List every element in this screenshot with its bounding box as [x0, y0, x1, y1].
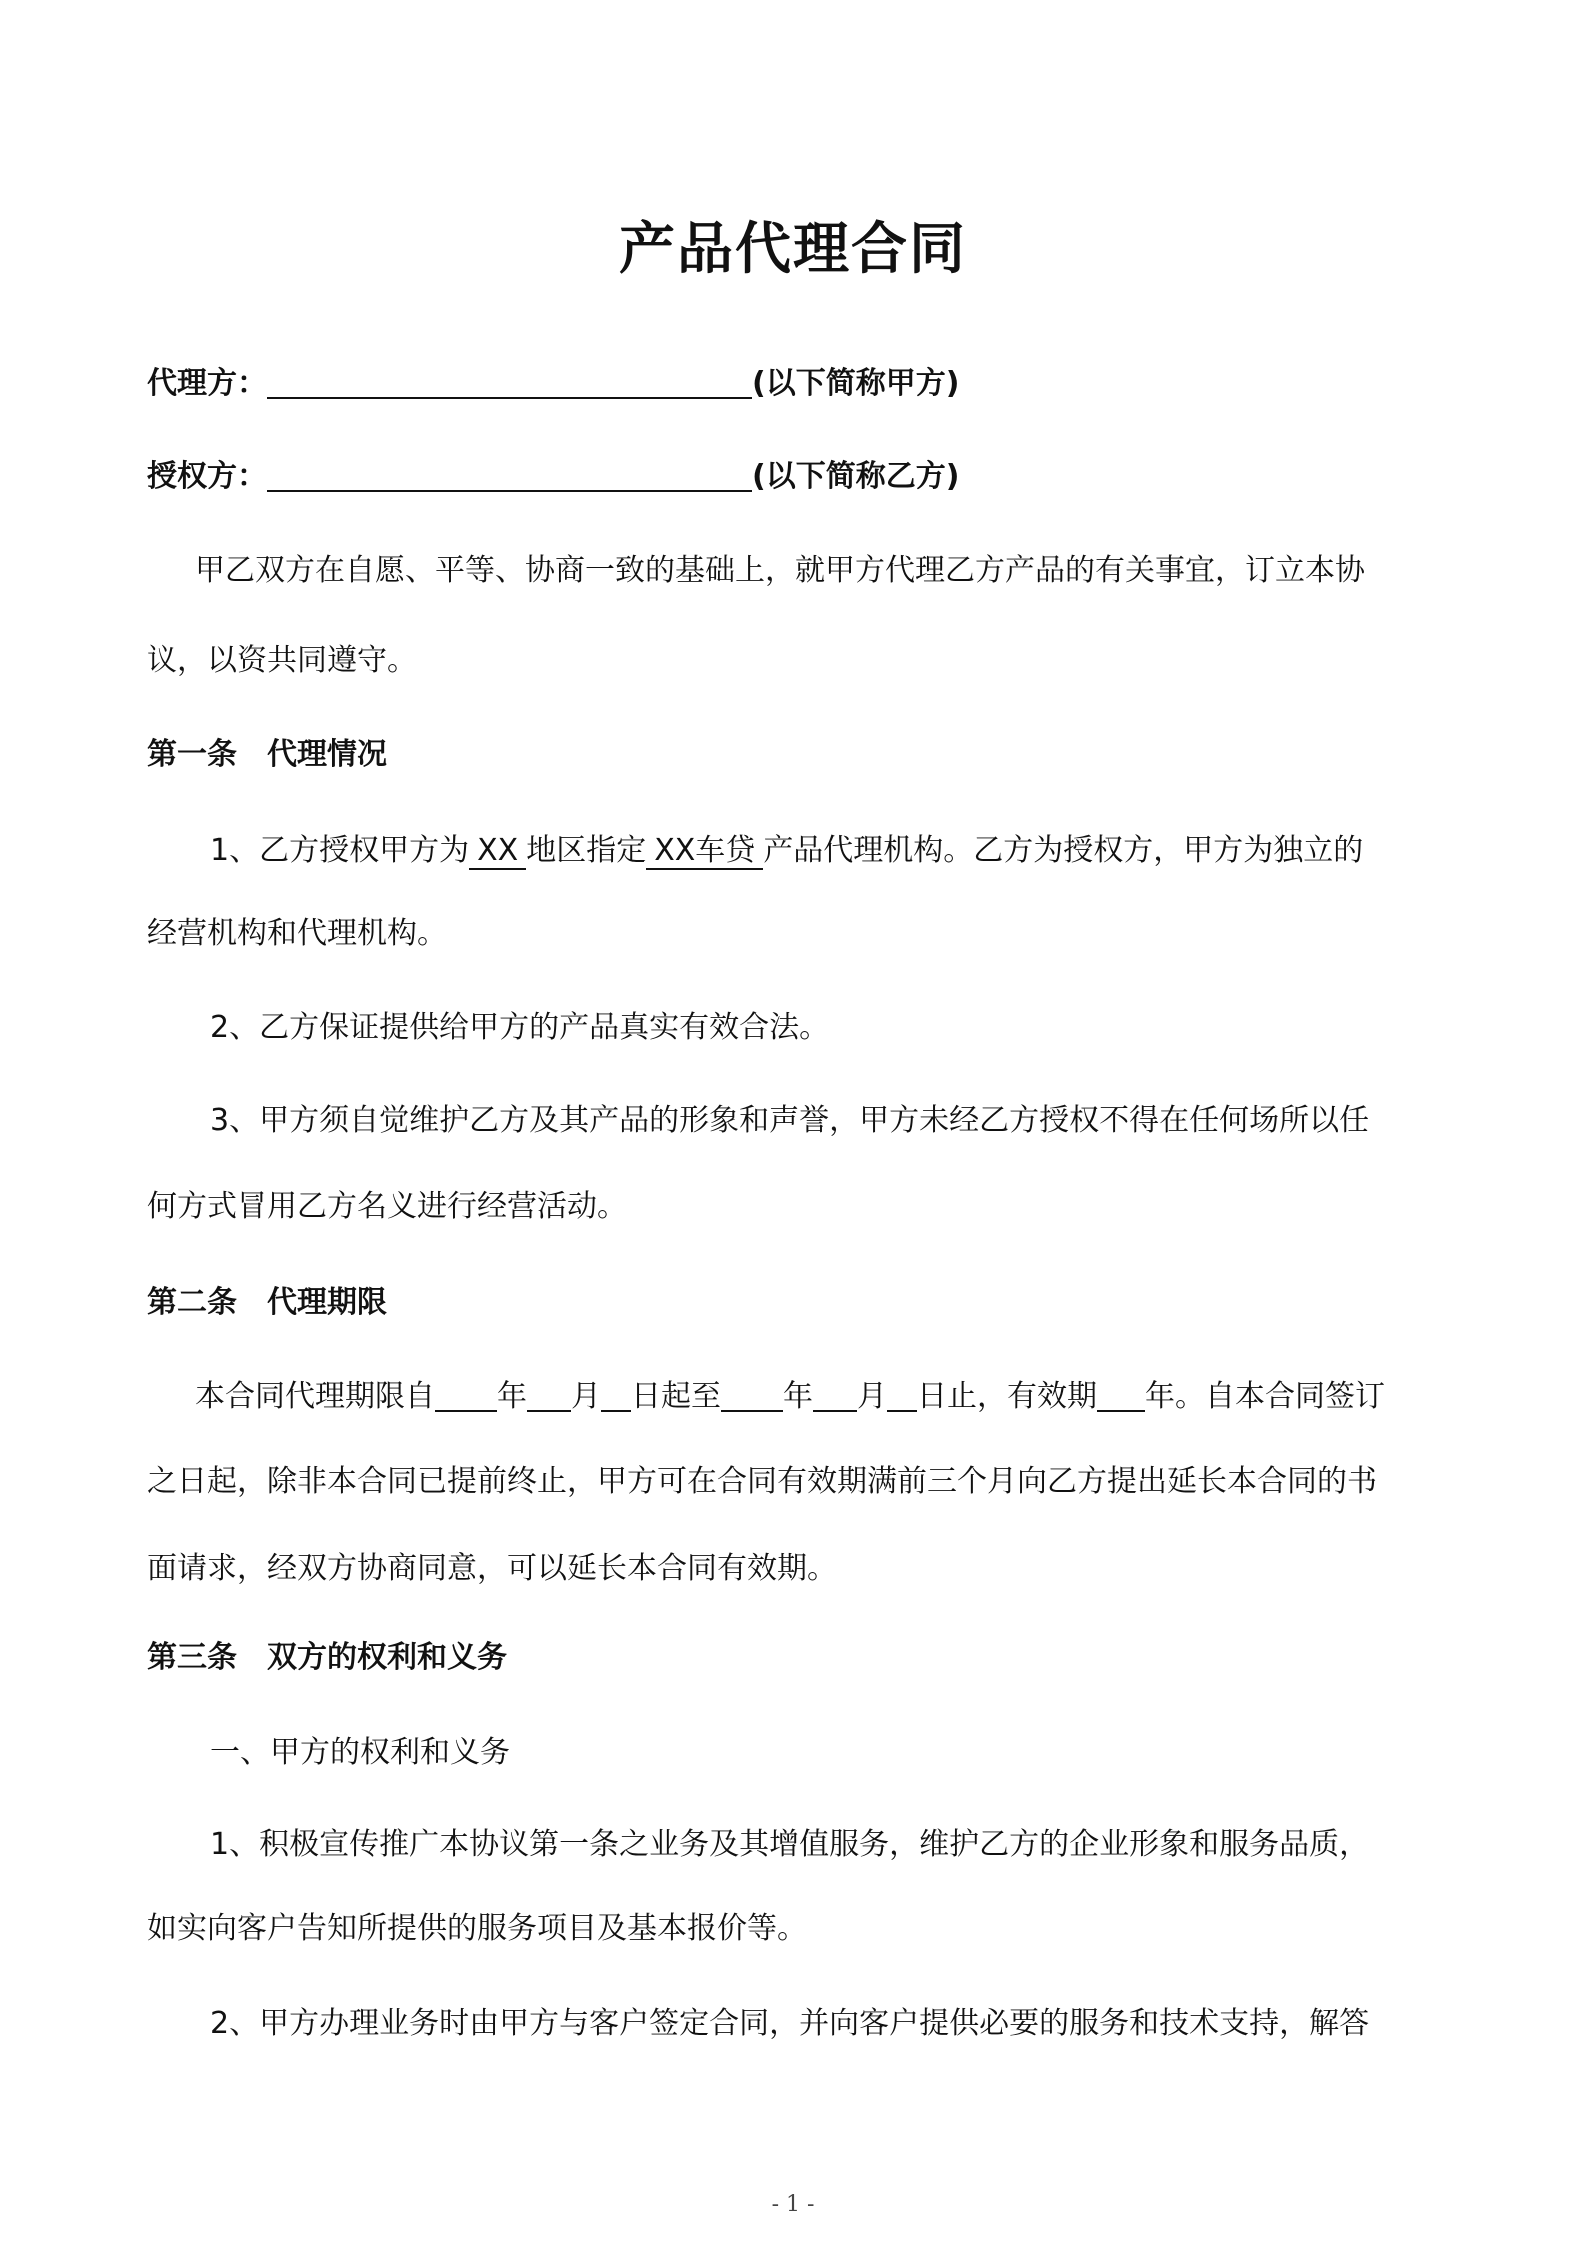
- article-1-item-1-text-b: 地区指定: [526, 833, 647, 868]
- article-1-title: 代理情况: [267, 737, 387, 772]
- article-1-item-1-line-2: 经营机构和代理机构。: [147, 916, 447, 951]
- validity-years-blank[interactable]: [1097, 1378, 1145, 1412]
- document-title: 产品代理合同: [619, 217, 967, 282]
- article-2-line-1: [195, 1377, 1495, 1417]
- article-3-item-1-line-1: 1、积极宣传推广本协议第一条之业务及其增值服务，维护乙方的企业形象和服务品质，: [210, 1827, 1370, 1862]
- intro-line-2: 议，以资共同遵守。: [147, 643, 417, 678]
- term-month-1: 月: [571, 1379, 601, 1414]
- article-2-line-2: 之日起，除非本合同已提前终止，甲方可在合同有效期满前三个月向乙方提出延长本合同的书: [147, 1464, 1377, 1499]
- article-2-number: 第二条: [147, 1285, 237, 1320]
- agent-name-blank[interactable]: [267, 365, 752, 399]
- article-1-heading: [147, 735, 1447, 775]
- start-month-blank[interactable]: [527, 1378, 571, 1412]
- term-month-2: 月: [857, 1379, 887, 1414]
- agent-label: 代理方：: [147, 366, 267, 401]
- term-year-2: 年: [783, 1379, 813, 1414]
- region-field[interactable]: XX: [469, 834, 526, 870]
- agent-party-line: [147, 364, 1447, 404]
- article-1-item-1-text-c: 产品代理机构。乙方为授权方，甲方为独立的: [763, 833, 1364, 868]
- article-2-title: 代理期限: [267, 1285, 387, 1320]
- agent-suffix: (以下简称甲方): [752, 366, 960, 401]
- article-3-number: 第三条: [147, 1640, 237, 1675]
- article-2-line-3: 面请求，经双方协商同意，可以延长本合同有效期。: [147, 1551, 837, 1586]
- article-3-title: 双方的权利和义务: [267, 1640, 507, 1675]
- term-text-b: 年。自本合同签订: [1145, 1379, 1385, 1414]
- end-year-blank[interactable]: [721, 1378, 783, 1412]
- term-text-a: 本合同代理期限自: [195, 1379, 435, 1414]
- product-field[interactable]: XX车贷: [646, 834, 763, 870]
- term-day-until: 日止，有效期: [917, 1379, 1097, 1414]
- grantor-name-blank[interactable]: [267, 458, 752, 492]
- end-month-blank[interactable]: [813, 1378, 857, 1412]
- article-3-subheading-1: 一、甲方的权利和义务: [210, 1735, 510, 1770]
- article-3-item-1-line-2: 如实向客户告知所提供的服务项目及基本报价等。: [147, 1911, 807, 1946]
- start-year-blank[interactable]: [435, 1378, 497, 1412]
- article-2-heading: [147, 1283, 1447, 1323]
- article-1-item-1: [210, 831, 1510, 871]
- term-day-from: 日起至: [631, 1379, 721, 1414]
- article-1-number: 第一条: [147, 737, 237, 772]
- end-day-blank[interactable]: [887, 1378, 917, 1412]
- article-1-item-2: 2、乙方保证提供给甲方的产品真实有效合法。: [210, 1010, 830, 1045]
- article-1-item-1-text-a: 1、乙方授权甲方为: [210, 833, 470, 868]
- intro-line-1: 甲乙双方在自愿、平等、协商一致的基础上，就甲方代理乙方产品的有关事宜，订立本协: [195, 553, 1365, 588]
- article-1-item-3-line-2: 何方式冒用乙方名义进行经营活动。: [147, 1189, 627, 1224]
- start-day-blank[interactable]: [601, 1378, 631, 1412]
- grantor-suffix: (以下简称乙方): [752, 459, 960, 494]
- page-number: - 1 -: [771, 2192, 815, 2217]
- article-1-item-3-line-1: 3、甲方须自觉维护乙方及其产品的形象和声誉，甲方未经乙方授权不得在任何场所以任: [210, 1103, 1370, 1138]
- article-3-item-2-line-1: 2、甲方办理业务时由甲方与客户签定合同，并向客户提供必要的服务和技术支持，解答: [210, 2006, 1370, 2041]
- term-year-1: 年: [497, 1379, 527, 1414]
- grantor-party-line: [147, 457, 1447, 497]
- article-3-heading: [147, 1638, 1447, 1678]
- grantor-label: 授权方：: [147, 459, 267, 494]
